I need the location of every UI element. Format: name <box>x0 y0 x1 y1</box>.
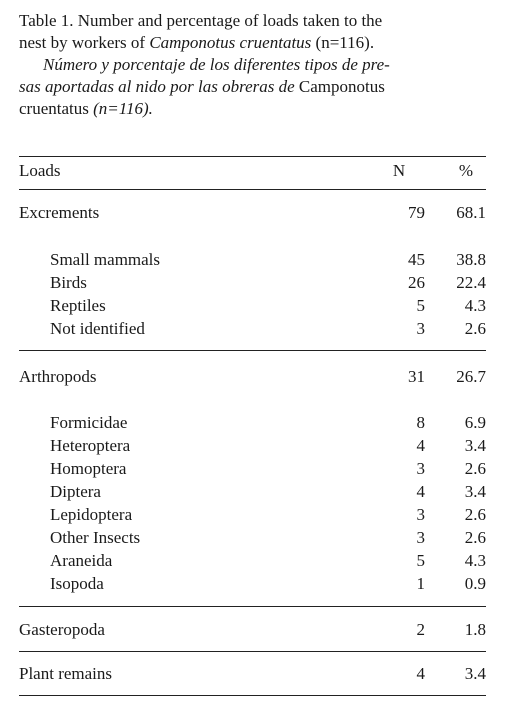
section-rule <box>19 651 486 652</box>
table-header-row <box>19 160 486 182</box>
section-rule <box>19 606 486 607</box>
row-label: Excrements <box>19 203 100 222</box>
row-label: Heteroptera <box>50 436 131 455</box>
row-label: Small mammals <box>50 250 161 269</box>
row-n: 79 <box>408 203 425 222</box>
caption-spanish-text: Número y porcentaje de los diferentes tipos de pre- <box>43 55 390 74</box>
row-label: Diptera <box>50 482 101 501</box>
row-percent: 1.8 <box>464 620 486 639</box>
caption-spanish-species: cruentatus <box>19 99 89 118</box>
row-label: Isopoda <box>50 574 104 593</box>
caption-species-name: Camponotus cruentatus <box>149 33 312 52</box>
row-percent: 2.6 <box>464 459 486 478</box>
row-label: Gasteropoda <box>19 620 105 639</box>
row-n: 45 <box>408 250 425 269</box>
row-percent: 3.4 <box>464 436 486 455</box>
row-label: Formicidae <box>50 413 128 432</box>
row-label: Other Insects <box>50 528 141 547</box>
caption-spanish-sample-size: (n=116). <box>88 99 153 118</box>
row-percent: 4.3 <box>464 296 486 315</box>
row-percent: 4.3 <box>464 551 486 570</box>
caption-line <box>19 32 489 54</box>
row-n: 8 <box>416 413 425 432</box>
table-row <box>19 458 486 480</box>
table-row-category <box>19 202 486 224</box>
row-percent: 22.4 <box>456 273 486 292</box>
caption-line <box>19 10 489 32</box>
caption-line <box>19 54 489 76</box>
table-bottom-rule <box>19 695 486 696</box>
header-rule <box>19 189 486 190</box>
caption-line <box>19 98 489 120</box>
table-row <box>19 435 486 457</box>
table-row-category <box>19 663 486 685</box>
row-n: 1 <box>416 574 425 593</box>
row-n: 5 <box>416 551 425 570</box>
table-row <box>19 272 486 294</box>
table-row <box>19 249 486 271</box>
row-n: 4 <box>416 436 425 455</box>
table-row-category <box>19 619 486 641</box>
table-row <box>19 550 486 572</box>
header-percent: % <box>458 161 474 180</box>
row-n: 3 <box>416 459 425 478</box>
section-rule <box>19 350 486 351</box>
table-row <box>19 504 486 526</box>
row-percent: 0.9 <box>464 574 486 593</box>
caption-line <box>19 76 489 98</box>
row-percent: 38.8 <box>456 250 486 269</box>
row-n: 3 <box>416 505 425 524</box>
row-n: 26 <box>408 273 425 292</box>
table-row <box>19 481 486 503</box>
table-row <box>19 573 486 595</box>
row-label: Birds <box>50 273 87 292</box>
row-n: 3 <box>416 528 425 547</box>
row-n: 4 <box>416 664 425 683</box>
table-top-rule <box>19 156 486 157</box>
row-label: Lepidoptera <box>50 505 133 524</box>
caption-english-text: nest by workers of <box>19 33 150 52</box>
caption-sample-size: (n=116). <box>311 33 375 52</box>
row-percent: 2.6 <box>464 528 486 547</box>
row-percent: 3.4 <box>464 664 486 683</box>
row-percent: 2.6 <box>464 505 486 524</box>
table-row <box>19 527 486 549</box>
row-n: 3 <box>416 319 425 338</box>
row-label: Not identified <box>50 319 145 338</box>
row-label: Reptiles <box>50 296 106 315</box>
row-label: Plant remains <box>19 664 113 683</box>
header-n: N <box>392 161 406 180</box>
row-label: Homoptera <box>50 459 127 478</box>
row-percent: 26.7 <box>456 367 486 386</box>
caption-english-title: Table 1. Number and percentage of loads taken to the <box>19 11 383 30</box>
table-row <box>19 318 486 340</box>
table-caption <box>19 10 489 120</box>
row-n: 2 <box>416 620 425 639</box>
row-percent: 3.4 <box>464 482 486 501</box>
row-percent: 2.6 <box>464 319 486 338</box>
row-n: 5 <box>416 296 425 315</box>
row-n: 4 <box>416 482 425 501</box>
row-percent: 6.9 <box>464 413 486 432</box>
caption-spanish-species: Camponotus <box>298 77 385 96</box>
row-percent: 68.1 <box>456 203 486 222</box>
caption-spanish-text: sas aportadas al nido por las obreras de <box>19 77 299 96</box>
row-label: Arthropods <box>19 367 97 386</box>
table-row-category <box>19 366 486 388</box>
header-loads: Loads <box>19 161 61 180</box>
table-row <box>19 412 486 434</box>
row-label: Araneida <box>50 551 113 570</box>
table-row <box>19 295 486 317</box>
row-n: 31 <box>408 367 425 386</box>
